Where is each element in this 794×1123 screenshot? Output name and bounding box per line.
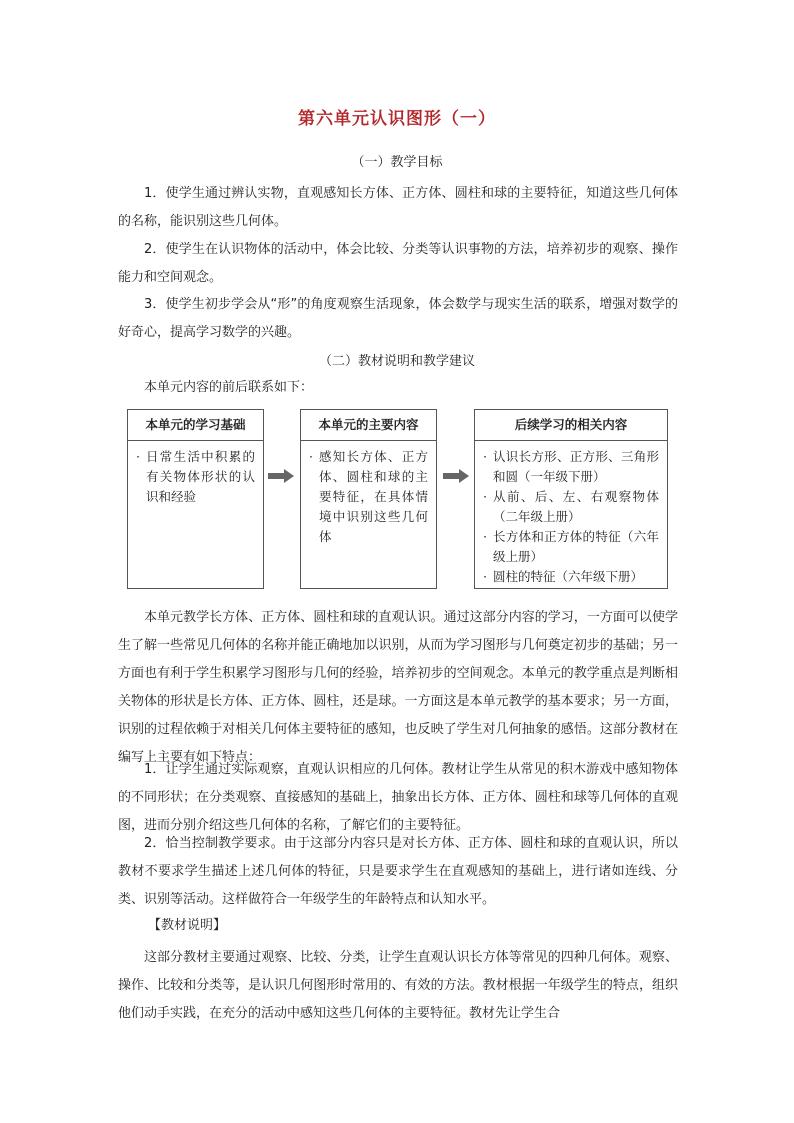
list-item: · 认识长方形、正方形、三角形和圆（一年级下册） [483,449,659,484]
list-item: · 从前、后、左、右观察物体（二年级上册） [483,489,659,524]
list-item: · 日常生活中积累的有关物体形状的认识和经验 [136,449,255,504]
bullet-icon: · [309,449,313,464]
box-header: 本单元的主要内容 [301,410,436,441]
bullet-icon: · [483,569,487,584]
box-follow-up-content [474,409,668,589]
bullet-icon: · [136,449,140,464]
goal-item-3: 3．使学生初步学会从“形”的角度观察生活现象，体会数学与现实生活的联系，增强对数学的好奇心，提高学习数学的兴趣。 [118,297,678,340]
box-header: 后续学习的相关内容 [475,410,667,441]
body-paragraph-4: 这部分教材主要通过观察、比较、分类，让学生直观认识长方体等常见的四种几何体。观察、操作、比较和分类等，是认识几何图形时常用的、有效的方法。教材根据一年级学生的特点，组织他们动手实践，在充分的活动中感知这些几何体的主要特征。教材先让学生合 [118,950,678,1021]
body-paragraph-3: 2．恰当控制教学要求。由于这部分内容只是对长方体、正方体、圆柱和球的直观认识，所以教材不要求学生描述上述几何体的特征，只是要求学生在直观感知的基础上，进行诸如连线、分类、识别等活动。这样做符合一年级学生的年龄特点和认知水平。 [118,836,678,907]
diagram-intro: 本单元内容的前后联系如下： [144,380,314,395]
bullet-icon: · [483,489,487,504]
goal-item-1: 1．使学生通过辨认实物，直观感知长方体、正方体、圆柱和球的主要特征，知道这些几何体的名称，能识别这些几何体。 [118,186,678,229]
section-label-materials: 【教材说明】 [148,918,227,933]
body-paragraph-1: 本单元教学长方体、正方体、圆柱和球的直观认识。通过这部分内容的学习，一方面可以使学生了解一些常见几何体的名称并能正确地加以识别，从而为学习图形与几何奠定初步的基础；另一方面也有利于学生积累学习图形与几何的经验，培养初步的空间观念。本单元的教学重点是判断相关物体的形状是长方体、正方体、圆柱，还是球。一方面这是本单元教学的基本要求；另一方面，识别的过程依赖于对相关几何体主要特征的感知，也反映了学生对几何抽象的感悟。这部分教材在编写上主要有如下特点： [118,610,678,765]
content-flow-diagram [127,409,667,589]
bullet-icon: · [483,529,487,544]
right-arrow-icon [443,469,469,483]
body-paragraph-2: 1．让学生通过实际观察，直观认识相应的几何体。教材让学生从常见的积木游戏中感知物体的不同形状；在分类观察、直接感知的基础上，抽象出长方体、正方体、圆柱和球等几何体的直观图，进而分别介绍这些几何体的名称，了解它们的主要特征。 [118,762,678,833]
list-item: · 感知长方体、正方体、圆柱和球的主要特征，在具体情境中识别这些几何体 [309,449,428,544]
goal-item-2: 2．使学生在认识物体的活动中，体会比较、分类等认识事物的方法，培养初步的观察、操作能力和空间观念。 [118,242,678,285]
list-item: · 圆柱的特征（六年级下册） [483,567,659,587]
bullet-icon: · [483,449,487,464]
section-heading-goals: （一）教学目标 [351,155,443,170]
box-header: 本单元的学习基础 [128,410,263,441]
box-main-content [300,409,437,589]
right-arrow-icon [268,469,294,483]
list-item: · 长方体和正方体的特征（六年级上册） [483,529,659,564]
page-title: 第六单元认识图形（一） [298,109,496,129]
box-prior-knowledge [127,409,264,589]
section-heading-materials: （二）教材说明和教学建议 [318,354,475,369]
